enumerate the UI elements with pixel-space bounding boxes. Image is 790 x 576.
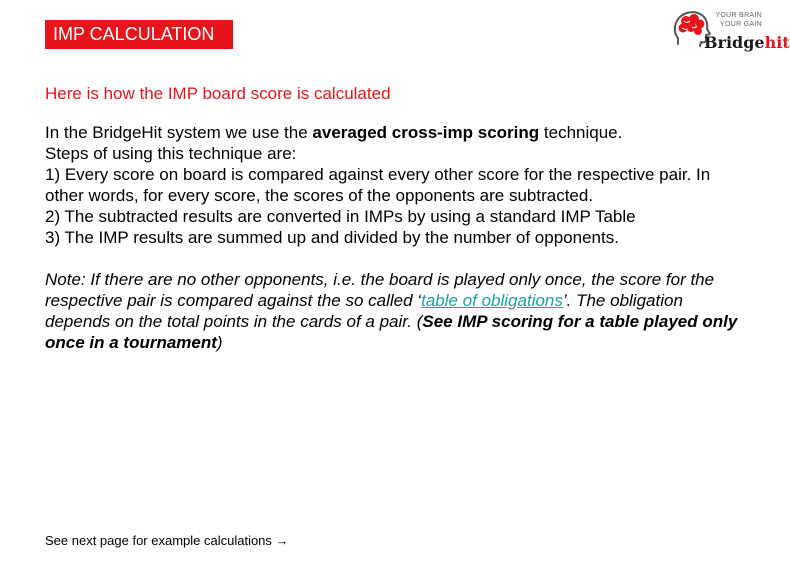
bridgehit-logo [670,6,790,58]
logo-brand-part2: hit [764,33,790,52]
steps-heading: Steps of using this technique are: [45,144,297,163]
footer-text: See next page for example calculations [45,533,272,548]
step-2: 2) The subtracted results are converted in IMPs by using a standard IMP Table [45,207,636,226]
page-title: IMP CALCULATION [53,24,215,44]
logo-brand-part1: Bridge [704,33,765,52]
page-title-banner [45,20,233,49]
note-text-end: ) [216,333,223,352]
arrow-right-icon: → [275,533,289,548]
footer-next-page [45,533,289,548]
note-text-middle: ’. The obligation depends on the total points in the cards of a pair. ( [45,291,683,331]
subtitle: Here is how the IMP board score is calculated [45,84,391,103]
logo-brand-name [704,33,790,52]
step-3: 3) The IMP results are summed up and divided by the number of opponents. [45,228,619,247]
logo-tagline-line2: YOUR GAIN [720,21,762,28]
intro-text: In the BridgeHit system we use the [45,123,313,142]
note-text: Note: If there are no other opponents, i.e. the board is played only once, the score for the respective pair is compared against the so called ‘ [45,270,715,310]
note-bold: See IMP scoring for a table played only once in a tournament [45,312,738,352]
step-1: 1) Every score on board is compared against every other score for the respective pair. In other words, for every score, the scores of the opponents are subtracted. [45,165,711,205]
intro-bold: averaged cross-imp scoring [312,123,540,142]
body-text [45,122,745,353]
logo-tagline-line1: YOUR BRAIN [715,12,762,19]
note-paragraph [45,269,745,353]
paragraph-gap [45,248,745,269]
table-of-obligations-link[interactable]: table of obligations [421,291,563,310]
intro-text-end: technique. [539,123,623,142]
intro-paragraph [45,122,745,143]
